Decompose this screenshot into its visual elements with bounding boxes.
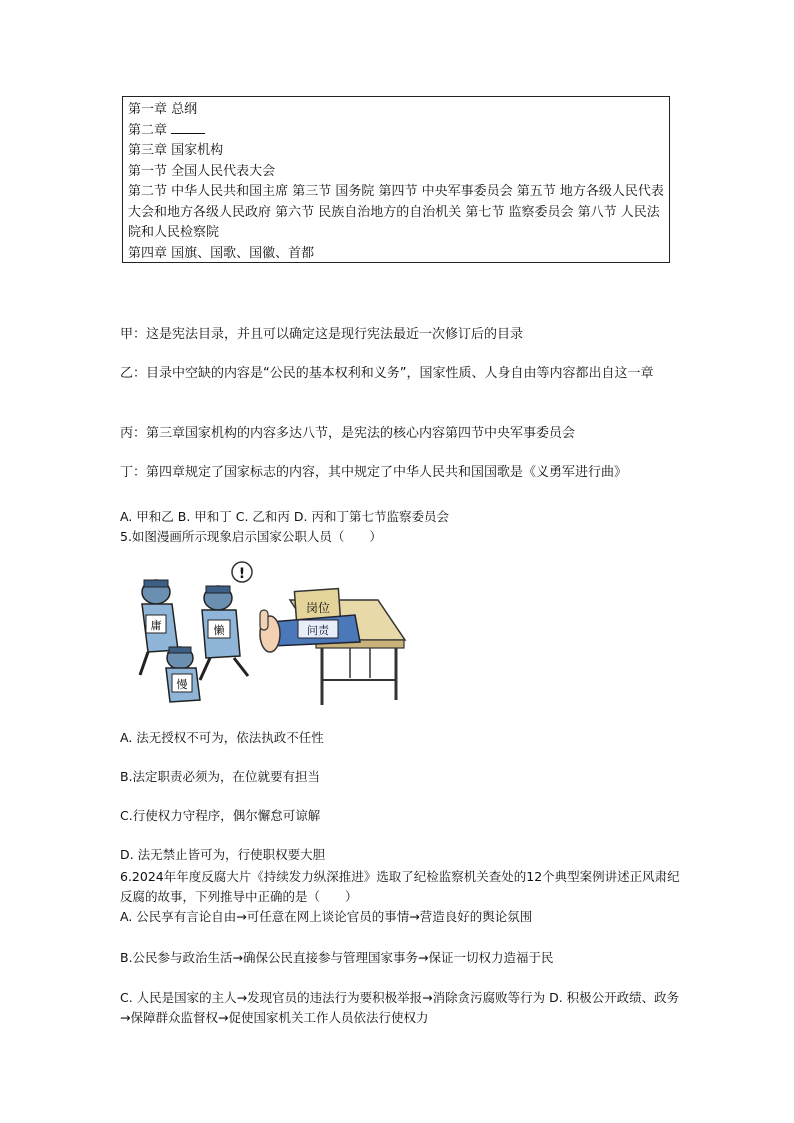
official-figure-2 [200,586,248,680]
statement-jia: 甲：这是宪法目录，并且可以确定这是现行宪法最近一次修订后的目录 [120,327,524,342]
toc-chapter-3: 第三章 国家机构 [128,143,224,158]
figure-2-label: 懒 [213,624,225,637]
official-figure-3 [166,647,200,702]
q5-option-c: C.行使权力守程序，偶尔懈怠可谅解 [120,808,321,823]
post-sign-text: 岗位 [305,601,331,615]
q5-option-b: B.法定职责必须为，在位就要有担当 [120,769,321,784]
toc-section-1: 第一节 全国人民代表大会 [128,163,276,179]
q5-stem: 5.如图漫画所示现象启示国家公职人员（ ） [120,529,382,544]
q6-option-b: B.公民参与政治生活→确保公民直接参与管理国家事务→保证一切权力造福于民 [120,950,554,965]
cartoon-drawing [120,560,410,710]
figure-1-label: 庸 [150,619,162,632]
pushing-hand-icon [260,610,280,652]
constitution-toc-box [122,96,670,263]
statement-yi: 乙：目录中空缺的内容是“公民的基本权利和义务”，国家性质、人身自由等内容都出自这一章 [120,366,654,381]
q6-option-a: A. 公民享有言论自由→可任意在网上谈论官员的事情→营造良好的舆论氛围 [120,909,533,924]
svg-text:!: ! [238,566,246,582]
toc-sections-2-8: 第二节 中华人民共和国主席 第三节 国务院 第四节 中央军事委员会 第五节 地方各级人民代表大会和地方各级人民政府 第六节 民族自治地方的自治机关 第七节 监察委员会 第八节 人民法院和人民检察院 [128,184,664,240]
toc-blank [171,121,205,134]
toc-chapter-2-label: 第二章 [128,122,168,138]
toc-chapter-1: 第一章 总纲 [128,102,198,117]
q6-stem: 6.2024年年度反腐大片《持续发力纵深推进》选取了纪检监察机关查处的12个典型案例讲述正风肃纪反腐的故事，下列推导中正确的是（ ） [120,869,680,904]
exclamation-bubble-icon [232,562,252,582]
figure-3-label: 慢 [176,678,188,691]
q6-option-cd: C. 人民是国家的主人→发现官员的违法行为要积极举报→消除贪污腐败等行为 D. 积极公开政绩、政务→保障群众监督权→促使国家机关工作人员依法行使权力 [120,990,680,1025]
accountability-sleeve [270,615,360,646]
statement-bing: 丙：第三章国家机构的内容多达八节，是宪法的核心内容第四节中央军事委员会 [120,426,576,441]
toc-chapter-2 [128,121,664,142]
statement-ding: 丁：第四章规定了国家标志的内容，其中规定了中华人民共和国国歌是《义勇军进行曲》 [120,465,628,480]
accountability-cartoon [120,560,410,710]
q4-options: A. 甲和乙 B. 甲和丁 C. 乙和丙 D. 丙和丁第七节监察委员会 [120,509,449,524]
q5-option-d: D. 法无禁止皆可为，行使职权要大胆 [120,847,326,862]
toc-chapter-4: 第四章 国旗、国歌、国徽、首都 [128,245,315,261]
sleeve-text: 问责 [307,624,329,637]
q5-option-a: A. 法无授权不可为，依法执政不任性 [120,730,324,745]
